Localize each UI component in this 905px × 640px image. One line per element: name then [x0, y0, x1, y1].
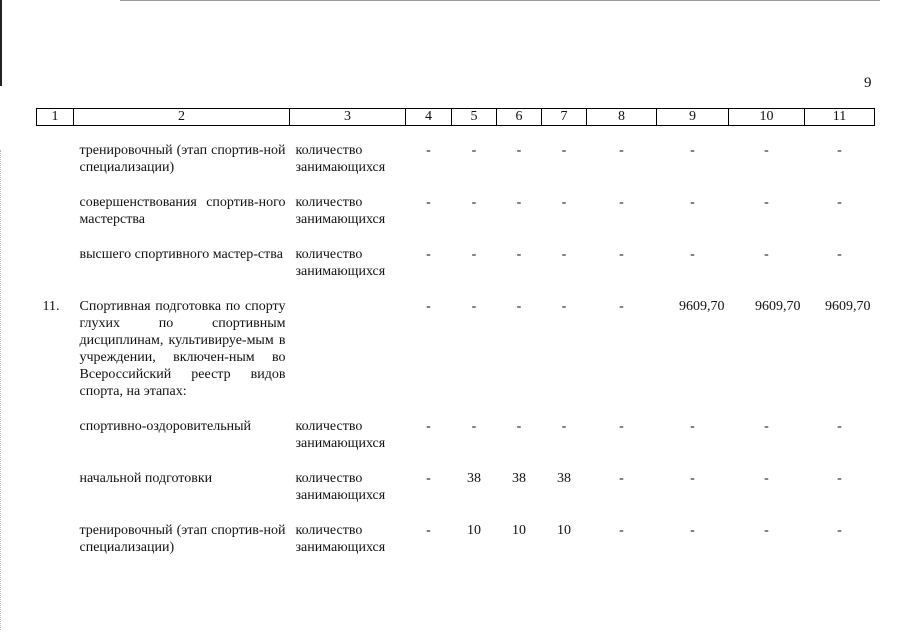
row-number [37, 246, 74, 280]
cell-value: - [690, 471, 695, 486]
table-row [37, 522, 875, 556]
cell-value: - [764, 143, 769, 158]
row-unit: количество занимающихся [295, 523, 386, 555]
cell-value: - [837, 471, 842, 486]
cell-value: 9609,70 [825, 299, 871, 314]
row-name: совершенствования спортив-ного мастерства [79, 195, 286, 227]
data-table [36, 108, 875, 556]
col-header: 11 [805, 109, 875, 126]
column-number-row [37, 109, 875, 126]
row-name: спортивно-оздоровительный [79, 419, 251, 434]
cell-value: - [516, 419, 522, 434]
row-unit: количество занимающихся [295, 143, 386, 175]
cell-value: - [471, 299, 477, 314]
cell-value: - [561, 195, 567, 210]
table-row [37, 418, 875, 452]
table-row [37, 194, 875, 228]
cell-value: 38 [557, 471, 571, 486]
row-name: тренировочный (этап спортив-ной специализации) [79, 143, 286, 175]
row-unit [290, 298, 406, 400]
cell-value: 10 [557, 523, 571, 538]
cell-value: - [837, 419, 842, 434]
cell-value: - [690, 523, 695, 538]
cell-value: - [516, 299, 522, 314]
row-number [37, 470, 74, 504]
cell-value: 9609,70 [679, 299, 725, 314]
cell-value: - [516, 143, 522, 158]
col-header: 1 [37, 109, 74, 126]
row-number [37, 194, 74, 228]
table-row [37, 470, 875, 504]
row-unit: количество занимающихся [295, 195, 386, 227]
cell-value: - [690, 419, 695, 434]
row-unit: количество занимающихся [295, 419, 386, 451]
cell-value: - [690, 195, 695, 210]
cell-value: 38 [512, 471, 526, 486]
cell-value: - [426, 419, 431, 434]
row-number: 11. [42, 299, 60, 314]
cell-value: - [619, 523, 624, 538]
row-name: Спортивная подготовка по спорту глухих по спортивным дисциплинам, культивируе-мым в учреждении, включен-ным во Всероссийский реестр видов спорта, на этапах: [79, 299, 286, 399]
col-header: 2 [74, 109, 290, 126]
cell-value: - [764, 471, 769, 486]
cell-value: - [619, 471, 624, 486]
cell-value: - [619, 195, 624, 210]
cell-value: - [426, 143, 431, 158]
cell-value: - [426, 523, 431, 538]
cell-value: 38 [467, 471, 481, 486]
cell-value: - [690, 143, 695, 158]
cell-value: - [837, 143, 842, 158]
row-number [37, 142, 74, 176]
row-number [37, 522, 74, 556]
cell-value: - [690, 247, 695, 262]
cell-value: - [561, 419, 567, 434]
row-unit: количество занимающихся [295, 247, 386, 279]
cell-value: - [471, 247, 477, 262]
left-edge-dots [0, 150, 2, 630]
cell-value: 9609,70 [755, 299, 801, 314]
col-header: 9 [657, 109, 729, 126]
row-name: высшего спортивного мастер-ства [79, 247, 283, 262]
table-row [37, 246, 875, 280]
row-name: тренировочный (этап спортив-ной специализации) [79, 523, 286, 555]
cell-value: - [764, 247, 769, 262]
table-row [37, 298, 875, 400]
col-header: 8 [587, 109, 657, 126]
row-name: начальной подготовки [79, 471, 213, 486]
cell-value: - [837, 195, 842, 210]
cell-value: - [471, 195, 477, 210]
cell-value: - [426, 299, 431, 314]
cell-value: - [837, 247, 842, 262]
cell-value: - [426, 195, 431, 210]
table-row [37, 142, 875, 176]
cell-value: 10 [467, 523, 481, 538]
cell-value: - [561, 299, 567, 314]
cell-value: - [764, 523, 769, 538]
cell-value: 10 [512, 523, 526, 538]
col-header: 10 [729, 109, 805, 126]
cell-value: - [837, 523, 842, 538]
cell-value: - [471, 143, 477, 158]
cell-value: - [619, 299, 624, 314]
cell-value: - [619, 419, 624, 434]
left-edge-mark [0, 0, 2, 86]
cell-value: - [426, 471, 431, 486]
cell-value: - [471, 419, 477, 434]
cell-value: - [619, 247, 624, 262]
cell-value: - [426, 247, 431, 262]
row-number [37, 418, 74, 452]
cell-value: - [764, 195, 769, 210]
cell-value: - [619, 143, 624, 158]
col-header: 7 [542, 109, 587, 126]
cell-value: - [561, 143, 567, 158]
col-header: 4 [406, 109, 452, 126]
cell-value: - [561, 247, 567, 262]
cell-value: - [516, 195, 522, 210]
page-number: 9 [864, 75, 872, 91]
cell-value: - [764, 419, 769, 434]
cell-value: - [516, 247, 522, 262]
col-header: 6 [497, 109, 542, 126]
top-rule [120, 0, 880, 1]
row-unit: количество занимающихся [295, 471, 386, 503]
col-header: 3 [290, 109, 406, 126]
col-header: 5 [452, 109, 497, 126]
